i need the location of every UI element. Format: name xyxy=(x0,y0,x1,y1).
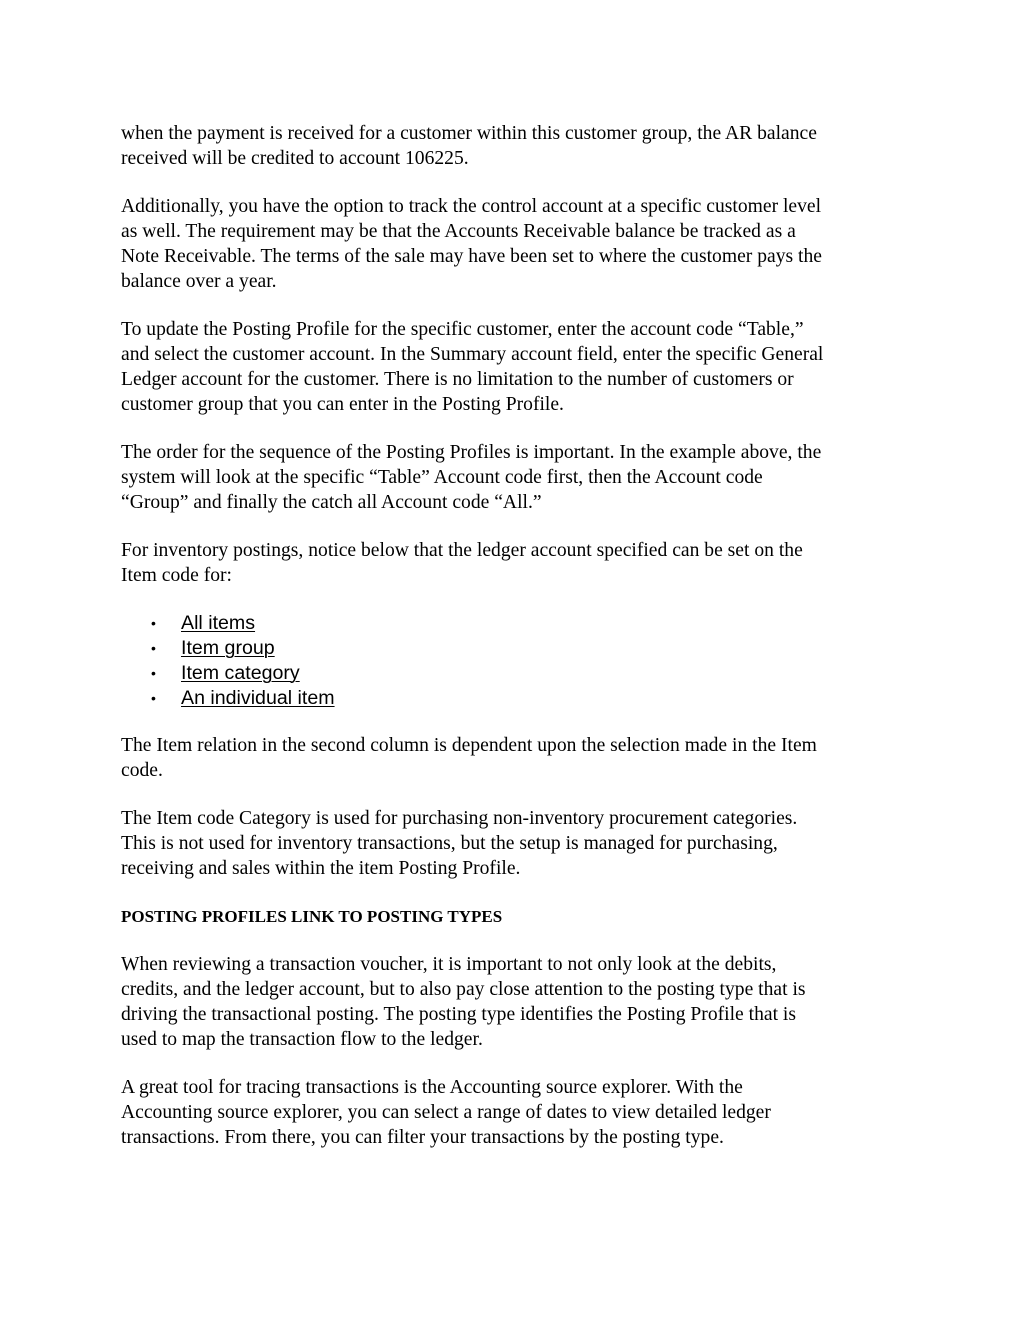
paragraph-item-code-category xyxy=(121,806,921,881)
list-item xyxy=(121,611,921,636)
text-line: “Group” and finally the catch all Account code “All.” xyxy=(121,492,542,513)
paragraph-item-relation xyxy=(121,733,921,783)
link-all-items[interactable]: All items xyxy=(181,612,256,634)
text-line: A great tool for tracing transactions is the Accounting source explorer. With the xyxy=(121,1077,743,1098)
paragraph-update-posting-profile xyxy=(121,317,921,417)
bullet-icon: • xyxy=(151,665,156,681)
bullet-icon: • xyxy=(151,615,156,631)
text-line: and select the customer account. In the Summary account field, enter the specific General xyxy=(121,344,824,365)
list-item xyxy=(121,636,921,661)
text-line: Item code for: xyxy=(121,565,232,586)
paragraph-sequence-order xyxy=(121,440,921,515)
text-line: Ledger account for the customer. There is no limitation to the number of customers or xyxy=(121,369,794,390)
text-line: received will be credited to account 106225. xyxy=(121,148,469,169)
text-line: customer group that you can enter in the Posting Profile. xyxy=(121,394,564,415)
item-code-list xyxy=(121,611,921,711)
text-line: Accounting source explorer, you can select a range of dates to view detailed ledger xyxy=(121,1102,771,1123)
text-line: When reviewing a transaction voucher, it is important to not only look at the debits, xyxy=(121,954,777,975)
text-line: transactions. From there, you can filter your transactions by the posting type. xyxy=(121,1127,724,1148)
paragraph-transaction-voucher xyxy=(121,952,921,1052)
document-page xyxy=(121,121,921,1173)
text-line: The Item code Category is used for purchasing non-inventory procurement categories. xyxy=(121,808,798,829)
text-line: used to map the transaction flow to the ledger. xyxy=(121,1029,483,1050)
paragraph-customer-level-tracking xyxy=(121,194,921,294)
paragraph-accounting-source-explorer xyxy=(121,1075,921,1150)
link-item-group[interactable]: Item group xyxy=(181,637,275,659)
text-line: receiving and sales within the item Posting Profile. xyxy=(121,858,521,879)
text-line: balance over a year. xyxy=(121,271,277,292)
list-item xyxy=(121,661,921,686)
bullet-icon: • xyxy=(151,640,156,656)
text-line: Note Receivable. The terms of the sale may have been set to where the customer pays the xyxy=(121,246,822,267)
text-line: To update the Posting Profile for the specific customer, enter the account code “Table,” xyxy=(121,319,804,340)
text-line: code. xyxy=(121,760,163,781)
paragraph-inventory-postings xyxy=(121,538,921,588)
text-line: driving the transactional posting. The posting type identifies the Posting Profile that is xyxy=(121,1004,796,1025)
link-individual-item[interactable]: An individual item xyxy=(181,687,335,709)
text-line: For inventory postings, notice below that the ledger account specified can be set on the xyxy=(121,540,803,561)
text-line: as well. The requirement may be that the Accounts Receivable balance be tracked as a xyxy=(121,221,796,242)
text-line: This is not used for inventory transactions, but the setup is managed for purchasing, xyxy=(121,833,778,854)
text-line: credits, and the ledger account, but to also pay close attention to the posting type that is xyxy=(121,979,806,1000)
bullet-icon: • xyxy=(151,690,156,706)
text-line: The Item relation in the second column is dependent upon the selection made in the Item xyxy=(121,735,817,756)
text-line: system will look at the specific “Table” Account code first, then the Account code xyxy=(121,467,763,488)
text-line: The order for the sequence of the Posting Profiles is important. In the example above, the xyxy=(121,442,822,463)
link-item-category[interactable]: Item category xyxy=(181,662,300,684)
text-line: when the payment is received for a customer within this customer group, the AR balance xyxy=(121,123,817,144)
paragraph-ar-balance xyxy=(121,121,921,171)
section-heading: POSTING PROFILES LINK TO POSTING TYPES xyxy=(121,907,503,926)
text-line: Additionally, you have the option to track the control account at a specific customer level xyxy=(121,196,822,217)
list-item xyxy=(121,686,921,711)
